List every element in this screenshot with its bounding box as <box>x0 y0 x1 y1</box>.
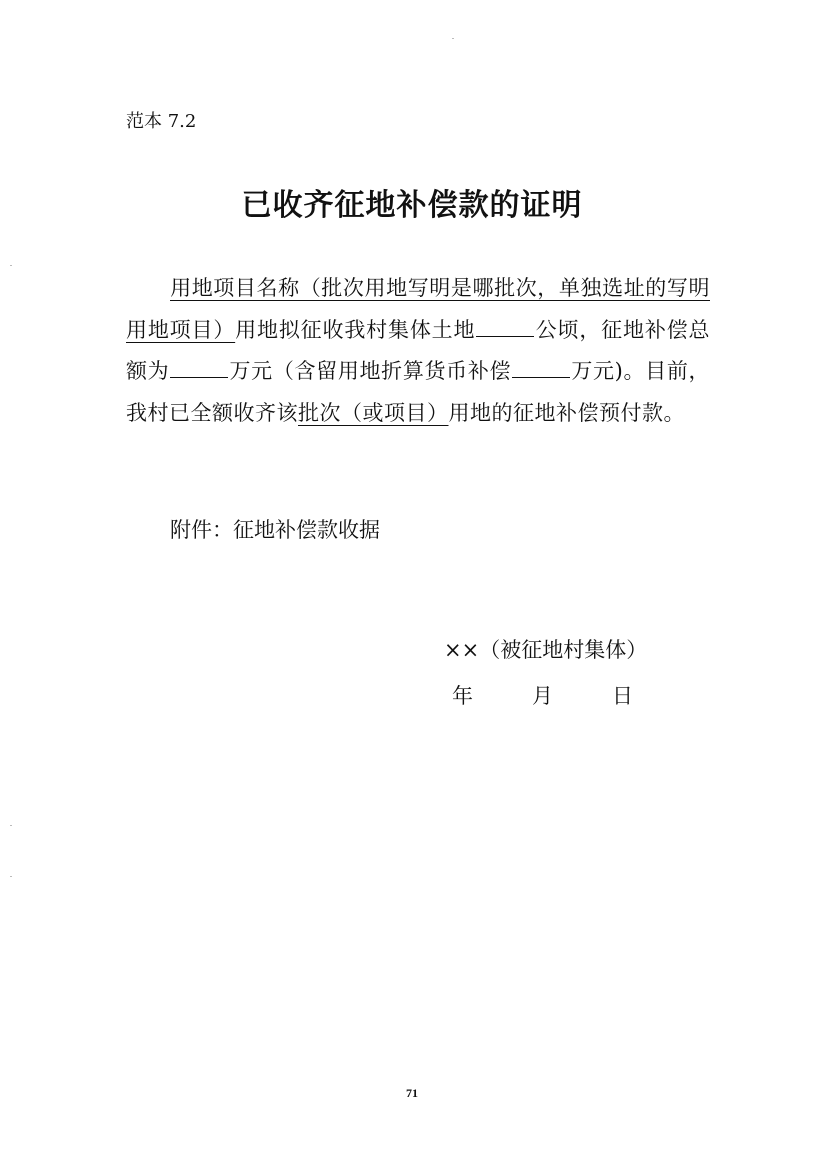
page-title: 已收齐征地补偿款的证明 <box>241 188 583 223</box>
signer-line: ××（被征地村集体） <box>444 638 648 662</box>
blank-area-hectares <box>476 318 534 337</box>
body-paragraph <box>126 268 710 434</box>
body-text-segment-4: 万元（含留用地折算货币补偿 <box>229 359 512 383</box>
page-number: 71 <box>406 1086 418 1100</box>
date-year: 年 <box>452 684 473 708</box>
date-line <box>452 680 633 712</box>
scan-speck <box>452 38 454 39</box>
body-text-segment-7: 用地的征地补偿预付款。 <box>448 400 685 425</box>
date-month: 月 <box>532 684 553 708</box>
body-text-segment-3: 公顷，征地补偿总额为 <box>126 317 711 383</box>
batch-or-project-underlined: 批次（或项目） <box>298 400 449 425</box>
scan-speck <box>10 825 12 826</box>
date-day: 日 <box>612 684 633 708</box>
blank-total-amount <box>170 359 228 378</box>
template-label: 范本 7.2 <box>126 111 197 132</box>
body-text-segment-2: 用地拟征收我村集体土地 <box>235 317 476 342</box>
scan-speck <box>10 876 12 877</box>
scan-speck <box>10 265 12 266</box>
attachment-line: 附件：征地补偿款收据 <box>170 518 380 542</box>
body-text-segment-5: 万元)。目前，我村已全额收齐该 <box>126 359 711 425</box>
project-name-underlined: 用地项目名称（批次用地写明是哪批次，单独选址的写明用地项目） <box>126 276 710 342</box>
blank-reserved-land-amount <box>512 359 570 378</box>
